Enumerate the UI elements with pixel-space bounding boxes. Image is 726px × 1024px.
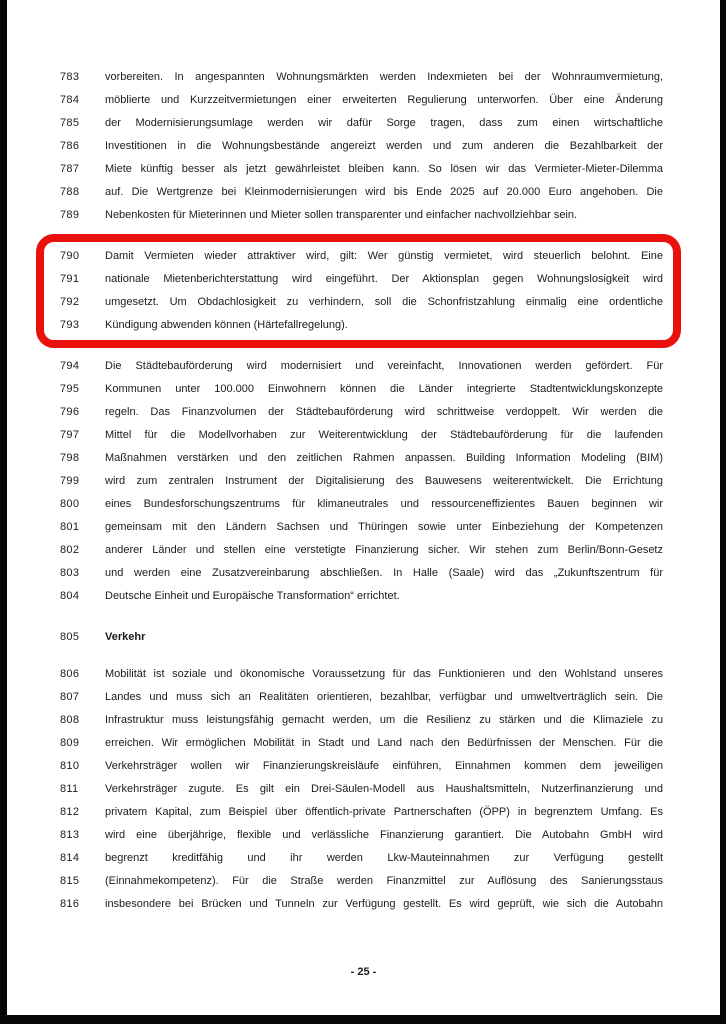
document-line bbox=[60, 268, 663, 291]
line-number: 785 bbox=[60, 117, 80, 129]
line-text: gemeinsam mit den Ländern Sachsen und Thüringen sowie unter Einbeziehung der Kompetenzen bbox=[105, 521, 663, 533]
line-number: 787 bbox=[60, 163, 80, 175]
document-line bbox=[60, 686, 663, 709]
document-line bbox=[60, 181, 663, 204]
line-text: Miete künftig besser als jetzt gewährleistet bleiben kann. So lösen wir das Vermieter-Mieter-Dilemma bbox=[105, 163, 663, 175]
document-line bbox=[60, 493, 663, 516]
document-line bbox=[60, 424, 663, 447]
document-content bbox=[7, 0, 720, 916]
line-text: wird zum zentralen Instrument der Digitalisierung des Bauwesens weiterentwickelt. Die Errichtung bbox=[105, 475, 663, 487]
line-text: Kommunen unter 100.000 Einwohnern können die Länder integrierte Stadtentwicklungskonzepte bbox=[105, 383, 663, 395]
document-line bbox=[60, 355, 663, 378]
line-number: 799 bbox=[60, 475, 80, 487]
document-line bbox=[60, 585, 663, 608]
line-text: Investitionen in die Wohnungsbestände angereizt werden und zum anderen die Bezahlbarkeit der bbox=[105, 140, 663, 152]
line-number: 811 bbox=[60, 783, 79, 795]
line-text: Nebenkosten für Mieterinnen und Mieter sollen transparenter und einfacher nachvollziehbar sein. bbox=[105, 209, 578, 221]
section-heading: Verkehr bbox=[105, 631, 146, 643]
line-text: erreichen. Wir ermöglichen Mobilität in Stadt und Land nach den Bedürfnissen der Menschen. Für die bbox=[105, 737, 663, 749]
document-line bbox=[60, 755, 663, 778]
line-number: 802 bbox=[60, 544, 80, 556]
document-line bbox=[60, 158, 663, 181]
document-line bbox=[60, 847, 663, 870]
line-number: 784 bbox=[60, 94, 80, 106]
line-number: 800 bbox=[60, 498, 80, 510]
line-text: auf. Die Wertgrenze bei Kleinmodernisierungen wird bis Ende 2025 auf 20.000 Euro angehoben. Die bbox=[105, 186, 663, 198]
line-text: wird eine überjährige, flexible und verlässliche Finanzierung garantiert. Die Autobahn GmbH wird bbox=[105, 829, 663, 841]
document-line bbox=[60, 204, 663, 227]
document-line bbox=[60, 732, 663, 755]
document-line bbox=[60, 801, 663, 824]
line-number: 816 bbox=[60, 898, 80, 910]
document-line bbox=[60, 245, 663, 268]
scan-border-left bbox=[0, 0, 7, 1024]
line-text: der Modernisierungsumlage werden wir dafür Sorge tragen, dass zum einen wirtschaftliche bbox=[105, 117, 663, 129]
document-line bbox=[60, 112, 663, 135]
line-number: 793 bbox=[60, 319, 80, 331]
line-number: 786 bbox=[60, 140, 80, 152]
document-line bbox=[60, 516, 663, 539]
document-line bbox=[60, 824, 663, 847]
line-text: (Einnahmekompetenz). Für die Straße werden Finanzmittel zur Auflösung des Sanierungsstaus bbox=[105, 875, 663, 887]
line-text: Kündigung abwenden können (Härtefallregelung). bbox=[105, 319, 348, 331]
page-number: - 25 - bbox=[350, 966, 377, 978]
document-page bbox=[7, 0, 720, 1015]
line-number: 812 bbox=[60, 806, 80, 818]
document-line bbox=[60, 66, 663, 89]
line-number: 791 bbox=[60, 273, 80, 285]
line-text: Maßnahmen verstärken und den zeitlichen Rahmen anpassen. Building Information Modeling (BIM) bbox=[105, 452, 663, 464]
line-number: 814 bbox=[60, 852, 80, 864]
paragraph-block bbox=[60, 66, 663, 227]
document-line bbox=[60, 626, 663, 649]
document-line bbox=[60, 291, 663, 314]
line-text: vorbereiten. In angespannten Wohnungsmärkten werden Indexmieten bei der Wohnraumvermietung, bbox=[105, 71, 663, 83]
line-text: und werden eine Zusatzvereinbarung abschließen. In Halle (Saale) wird das „Zukunftszentrum für bbox=[105, 567, 663, 579]
line-number: 795 bbox=[60, 383, 80, 395]
line-text: Deutsche Einheit und Europäische Transformation“ errichtet. bbox=[105, 590, 400, 602]
document-line bbox=[60, 314, 663, 337]
line-number: 789 bbox=[60, 209, 80, 221]
document-line bbox=[60, 663, 663, 686]
line-text: Mobilität ist soziale und ökonomische Voraussetzung für das Funktionieren und den Wohlstand unseres bbox=[105, 668, 663, 680]
paragraph-block bbox=[60, 245, 663, 337]
line-text: nationale Mietenberichterstattung wird eingeführt. Der Aktionsplan gegen Wohnungslosigkeit wird bbox=[105, 273, 663, 285]
line-number: 807 bbox=[60, 691, 80, 703]
section-heading-block bbox=[60, 626, 663, 649]
line-number: 797 bbox=[60, 429, 80, 441]
scan-border-bottom bbox=[0, 1015, 726, 1024]
line-text: anderer Länder und stellen eine verstetigte Finanzierung sicher. Wir stehen zum Berlin/Bonn-Gesetz bbox=[105, 544, 663, 556]
line-text: Landes und muss sich an Realitäten orientieren, bezahlbar, verfügbar und umweltverträglich sein. Die bbox=[105, 691, 663, 703]
line-number: 809 bbox=[60, 737, 80, 749]
document-line bbox=[60, 447, 663, 470]
line-number: 794 bbox=[60, 360, 80, 372]
line-text: insbesondere bei Brücken und Tunneln zur Verfügung gestellt. Es wird geprüft, wie sich die Autobahn bbox=[105, 898, 663, 910]
line-number: 815 bbox=[60, 875, 80, 887]
line-text: Verkehrsträger zugute. Es gilt ein Drei-Säulen-Modell aus Haushaltsmitteln, Nutzerfinanzierung und bbox=[105, 783, 663, 795]
paragraph-block bbox=[60, 355, 663, 608]
line-number: 804 bbox=[60, 590, 80, 602]
line-text: regeln. Das Finanzvolumen der Städtebauförderung wird schrittweise verdoppelt. Wir werden die bbox=[105, 406, 663, 418]
document-line bbox=[60, 378, 663, 401]
document-line bbox=[60, 778, 663, 801]
document-line bbox=[60, 470, 663, 493]
line-number: 806 bbox=[60, 668, 80, 680]
line-text: privatem Kapital, zum Beispiel über öffentlich-private Partnerschaften (ÖPP) in begrenztem Umfang. Es bbox=[105, 806, 663, 818]
line-text: Infrastruktur muss leistungsfähig gemacht werden, um die Resilienz zu stärken und die Klimaziele zu bbox=[105, 714, 663, 726]
line-number: 788 bbox=[60, 186, 80, 198]
line-text: möblierte und Kurzzeitvermietungen einer erweiterten Regulierung unterworfen. Über eine Änderung bbox=[105, 94, 663, 106]
document-line bbox=[60, 709, 663, 732]
document-line bbox=[60, 893, 663, 916]
paragraph-block bbox=[60, 663, 663, 916]
document-line bbox=[60, 401, 663, 424]
line-number: 805 bbox=[60, 631, 80, 643]
line-number: 792 bbox=[60, 296, 80, 308]
line-text: Damit Vermieten wieder attraktiver wird, gilt: Wer günstig vermietet, wird steuerlich belohnt. Eine bbox=[105, 250, 663, 262]
line-text: eines Bundesforschungszentrums für klimaneutrales und ressourceneffizientes Bauen beginnen wir bbox=[105, 498, 663, 510]
document-line bbox=[60, 562, 663, 585]
line-text: Die Städtebauförderung wird modernisiert und vereinfacht, Innovationen werden gefördert. Für bbox=[105, 360, 663, 372]
line-number: 783 bbox=[60, 71, 80, 83]
document-line bbox=[60, 870, 663, 893]
line-number: 810 bbox=[60, 760, 80, 772]
line-number: 808 bbox=[60, 714, 80, 726]
line-number: 803 bbox=[60, 567, 80, 579]
scan-border-right bbox=[720, 0, 726, 1024]
line-text: umgesetzt. Um Obdachlosigkeit zu verhindern, soll die Schonfristzahlung einmalig eine ordentliche bbox=[105, 296, 663, 308]
line-number: 798 bbox=[60, 452, 80, 464]
document-line bbox=[60, 135, 663, 158]
line-text: Mittel für die Modellvorhaben zur Weiterentwicklung der Städtebauförderung für die laufenden bbox=[105, 429, 663, 441]
line-number: 796 bbox=[60, 406, 80, 418]
document-line bbox=[60, 89, 663, 112]
line-number: 813 bbox=[60, 829, 80, 841]
line-number: 801 bbox=[60, 521, 80, 533]
document-line bbox=[60, 539, 663, 562]
line-text: Verkehrsträger wollen wir Finanzierungskreisläufe einführen, Einnahmen kommen dem jeweiligen bbox=[105, 760, 663, 772]
line-text: begrenzt kreditfähig und ihr werden Lkw-Mauteinnahmen zur Verfügung gestellt bbox=[105, 852, 663, 864]
line-number: 790 bbox=[60, 250, 80, 262]
